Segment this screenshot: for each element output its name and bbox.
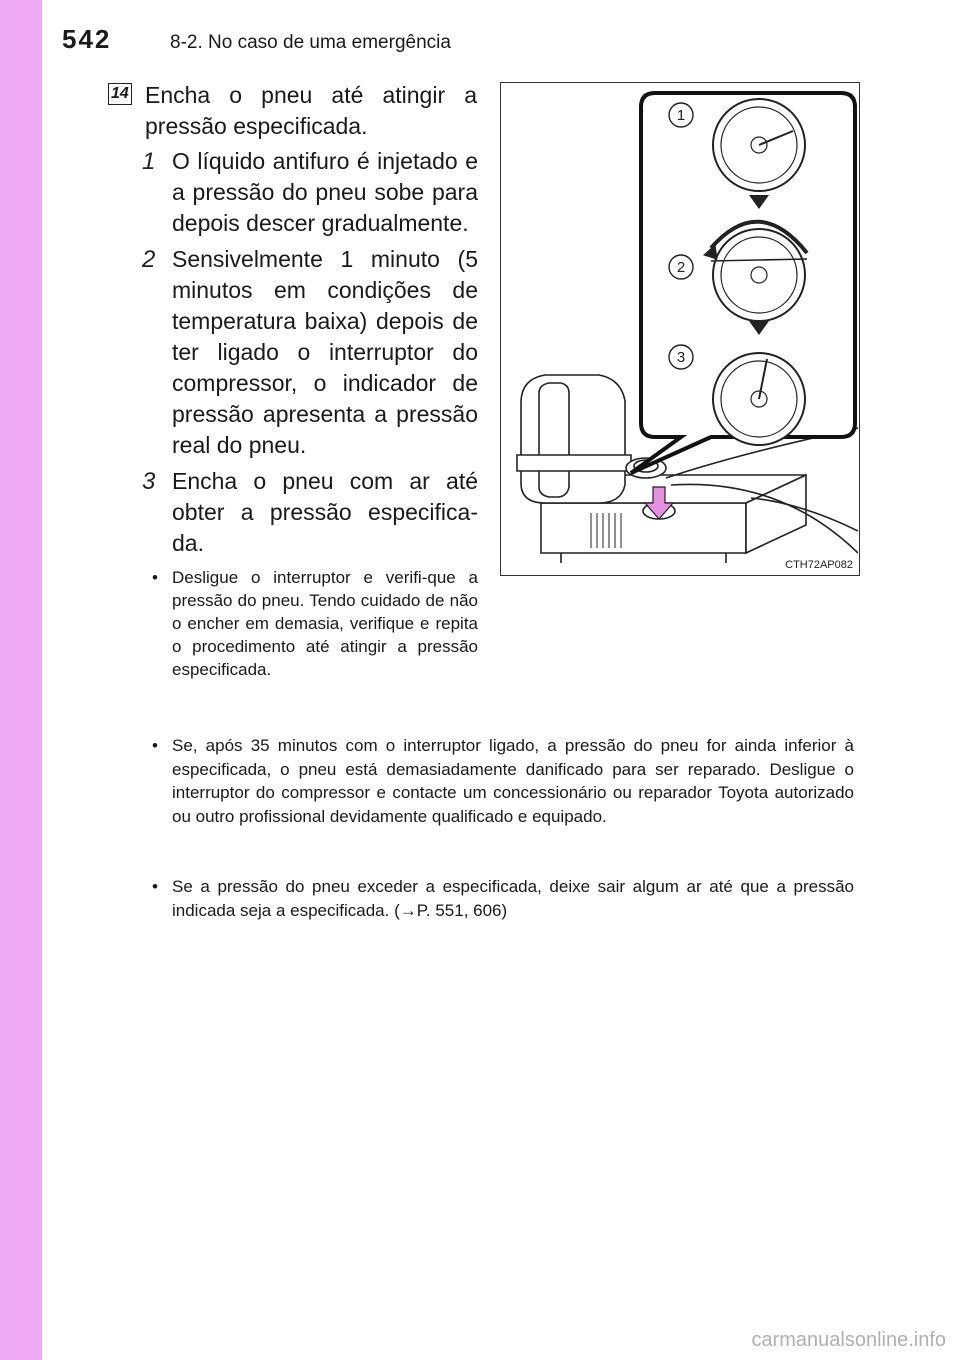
sub-step-text: Encha o pneu com ar até obter a pressão especifica-da. bbox=[172, 468, 478, 556]
compressor-illustration bbox=[500, 82, 860, 576]
watermark: carmanualsonline.info bbox=[751, 1329, 946, 1351]
bullet-item bbox=[152, 875, 854, 922]
bullet-dot: • bbox=[152, 877, 158, 896]
sub-step-number: 1 bbox=[142, 148, 156, 175]
step-badge: 14 bbox=[108, 83, 132, 105]
pressure-gauge-icon bbox=[704, 99, 807, 445]
step-text: Encha o pneu até atingir a pressão especificada. bbox=[145, 82, 477, 139]
sub-step-text: Sensivelmente 1 minuto (5 minutos em condições de temperatura baixa) depois de ter ligado o interruptor do compressor, o indicador de pressão apresenta a pressão real do pneu. bbox=[172, 246, 478, 458]
bullet-text: Desligue o interruptor e verifi-que a pressão do pneu. Tendo cuidado de não o encher em demasia, verifique e repita o procedimento até atingir a pressão especificada. bbox=[172, 568, 478, 679]
section-title: 8-2. No caso de uma emergência bbox=[170, 32, 451, 53]
bullet-text: Se, após 35 minutos com o interruptor ligado, a pressão do pneu for ainda inferior à especificada, o pneu está demasiadamente danificado para ser reparado. Desligue o interruptor do compressor e contacte um concessionário ou reparador Toyota autorizado ou outro profissional devidamente qualificado e equipado. bbox=[172, 736, 854, 826]
callout-label-3: 3 bbox=[676, 349, 686, 366]
bullet-item bbox=[152, 734, 854, 828]
illustration-svg bbox=[501, 83, 858, 574]
sub-step-number: 2 bbox=[142, 246, 156, 273]
callout-label-2: 2 bbox=[676, 259, 686, 276]
bullet-dot: • bbox=[152, 568, 158, 587]
page-number: 542 bbox=[62, 24, 112, 54]
bullet-text: Se a pressão do pneu exceder a especificada, deixe sair algum ar até que a pressão indicada seja a especificada. (→P. 551, 606) bbox=[172, 877, 854, 920]
figure-code: CTH72AP082 bbox=[785, 559, 853, 571]
callout-label-1: 1 bbox=[676, 107, 686, 124]
sub-step-text: O líquido antifuro é injetado e a pressão do pneu sobe para depois descer gradualmente. bbox=[172, 148, 478, 236]
sub-step-number: 3 bbox=[142, 468, 156, 495]
bullet-dot: • bbox=[152, 736, 158, 755]
side-bar bbox=[0, 0, 42, 1360]
bullet-item bbox=[152, 566, 478, 681]
